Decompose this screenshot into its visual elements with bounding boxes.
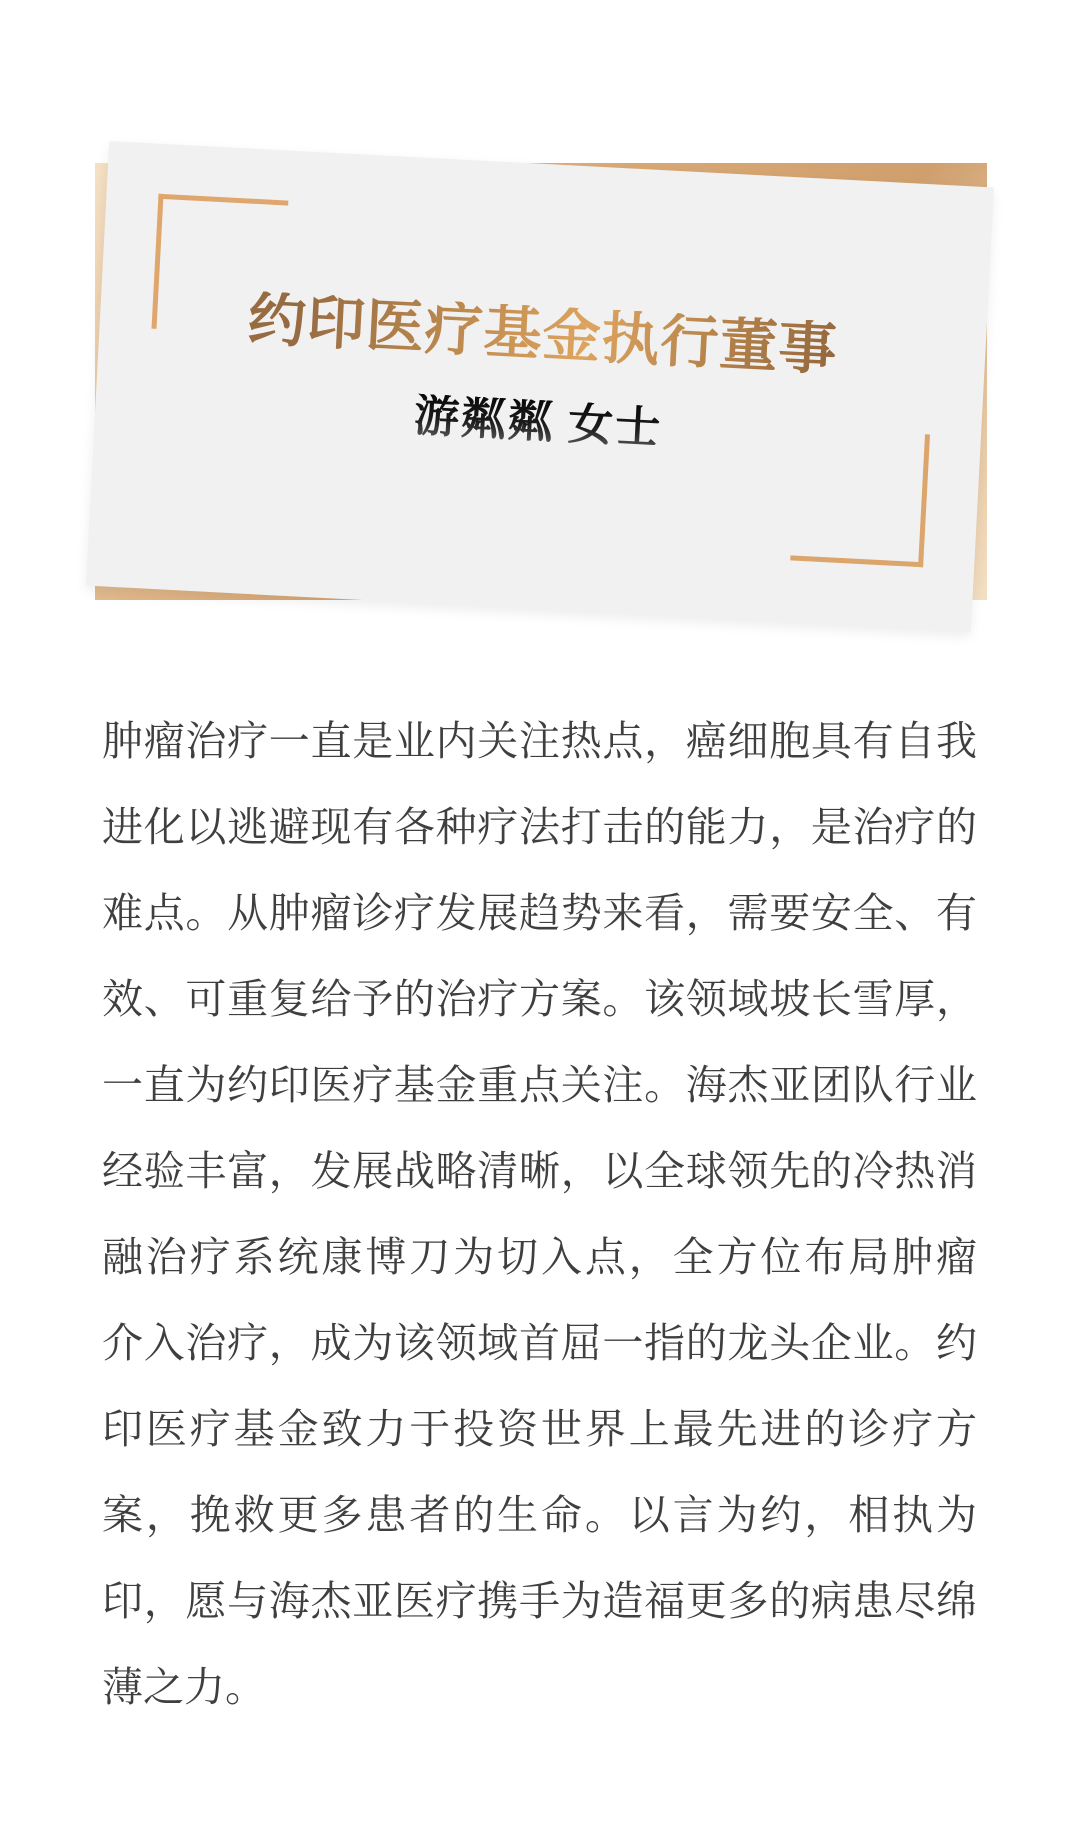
- paragraph-line: 经验丰富，发展战略清晰，以全球领先的冷热消: [102, 1148, 977, 1194]
- paragraph-line: 进化以逃避现有各种疗法打击的能力，是治疗的: [102, 804, 977, 850]
- paragraph-line: 效、可重复给予的治疗方案。该领域坡长雪厚，: [102, 976, 977, 1022]
- title-card: [86, 141, 994, 632]
- paragraph-line: 介入治疗，成为该领域首屈一指的龙头企业。约: [102, 1320, 977, 1366]
- page-title: 约印医疗基金执行董事: [99, 283, 987, 387]
- paragraph-line: 印医疗基金致力于投资世界上最先进的诊疗方: [102, 1406, 977, 1452]
- page-subtitle: 游粼粼 女士: [95, 377, 982, 468]
- paragraph-line: 难点。从肿瘤诊疗发展趋势来看，需要安全、有: [102, 890, 977, 936]
- paragraph-line: 案，挽救更多患者的生命。以言为约，相执为: [102, 1492, 977, 1538]
- paragraph-line: 印，愿与海杰亚医疗携手为造福更多的病患尽绵: [102, 1578, 977, 1624]
- paragraph-line: 薄之力。: [102, 1664, 266, 1710]
- paragraph-line: 肿瘤治疗一直是业内关注热点，癌细胞具有自我: [102, 718, 977, 764]
- corner-frame-bottom-right-icon: [790, 428, 930, 568]
- article-paragraph: [102, 698, 977, 1730]
- paragraph-line: 融治疗系统康博刀为切入点，全方位布局肿瘤: [102, 1234, 977, 1280]
- hero-section: [0, 0, 1080, 698]
- corner-frame-top-left-icon: [151, 194, 288, 336]
- paragraph-line: 一直为约印医疗基金重点关注。海杰亚团队行业: [102, 1062, 977, 1108]
